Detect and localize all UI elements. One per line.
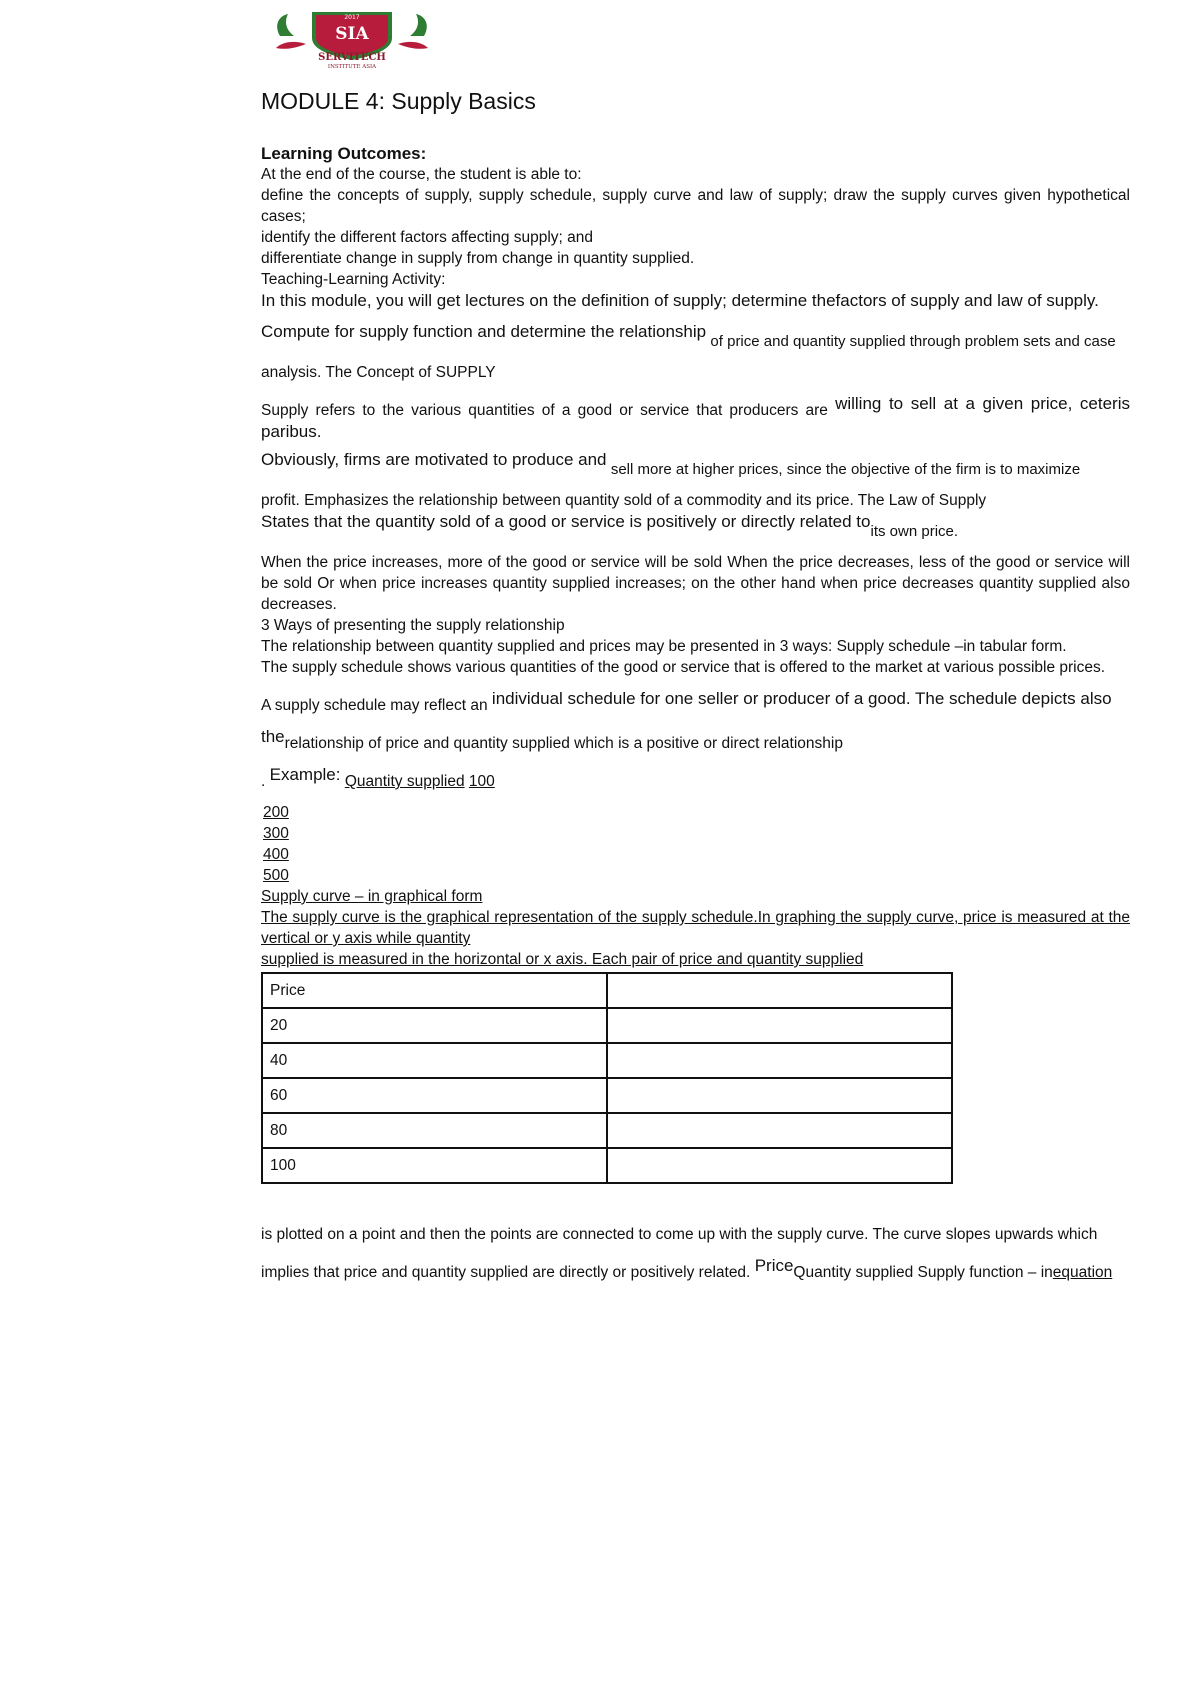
concept-line xyxy=(261,511,1130,542)
activity-line xyxy=(261,321,1130,352)
ways-line xyxy=(261,688,1130,716)
ways-line xyxy=(261,726,1130,754)
curve-line: supplied is measured in the horizontal or x axis. Each pair of price and quantity supplied xyxy=(261,951,864,968)
example-quantity: 400 xyxy=(263,846,289,863)
concept-text: Supply refers to the various quantities of a good or service that producers are xyxy=(261,402,828,419)
logo-name: SERVITECH xyxy=(318,52,386,63)
example-quantity: 500 xyxy=(263,867,289,884)
outcome-item: differentiate change in supply from change in quantity supplied. xyxy=(261,250,695,267)
closing-line: is plotted on a point and then the points are connected to come up with the supply curve. The curve slopes upwards which xyxy=(261,1226,1098,1243)
example-qty-label: Quantity supplied xyxy=(344,773,465,790)
table-cell xyxy=(607,1113,952,1148)
curve-heading: Supply curve – in graphical form xyxy=(261,888,483,905)
concept-text: sell more at higher prices, since the objective of the firm is to maximize xyxy=(610,461,1081,478)
logo-subname: INSTITUTE ASIA xyxy=(327,64,377,70)
activity-text: of price and quantity supplied through problem sets and case xyxy=(710,333,1116,350)
outcome-item: define the concepts of supply, supply schedule, supply curve and law of supply; draw the supply curves given hypothetical cases; xyxy=(261,187,1130,225)
page-title: MODULE 4: Supply Basics xyxy=(261,88,536,114)
table-cell: 60 xyxy=(262,1078,607,1113)
concept-text: its own price. xyxy=(870,523,959,540)
ways-line: The relationship between quantity supplied and prices may be presented in 3 ways: Supply schedule –in tabular form. xyxy=(261,638,1067,655)
outcome-item: identify the different factors affecting supply; and xyxy=(261,229,594,246)
concept-text: States that the quantity sold of a good or service is positively or directly related to xyxy=(261,512,871,531)
concept-text: willing to sell at a given price, ceteris paribus. xyxy=(261,394,1130,441)
example-quantity: 100 xyxy=(468,773,495,790)
table-row xyxy=(262,1008,952,1043)
concept-line xyxy=(261,393,1130,449)
ways-text: individual schedule for one seller or producer of a good. The schedule depicts also xyxy=(491,689,1112,708)
table-cell xyxy=(607,1043,952,1078)
sia-logo xyxy=(272,8,432,70)
example-quantity-list xyxy=(261,802,1130,886)
table-cell xyxy=(607,1008,952,1043)
table-cell xyxy=(607,973,952,1008)
activity-text: Compute for supply function and determine the relationship xyxy=(261,322,707,341)
activity-line: In this module, you will get lectures on the definition of supply; determine thefactors of supply and law of supply. xyxy=(261,291,1099,310)
price-table xyxy=(261,972,953,1184)
ways-heading: 3 Ways of presenting the supply relationship xyxy=(261,617,565,634)
example-quantity: 200 xyxy=(263,804,289,821)
curve-line: The supply curve is the graphical representation of the supply schedule.In graphing the supply curve, price is measured at the vertical or y axis while quantity xyxy=(261,909,1130,947)
activity-line: analysis. The Concept of SUPPLY xyxy=(261,364,496,381)
table-row xyxy=(262,1043,952,1078)
table-cell xyxy=(607,1148,952,1183)
table-cell: 20 xyxy=(262,1008,607,1043)
ways-text: the xyxy=(261,727,285,746)
learning-outcomes-heading: Learning Outcomes: xyxy=(261,144,427,163)
logo-initials: SIA xyxy=(335,24,369,44)
table-row xyxy=(262,1113,952,1148)
example-line xyxy=(261,764,1130,792)
module-content xyxy=(261,88,1130,1283)
closing-text: equation xyxy=(1052,1264,1113,1281)
concept-line: profit. Emphasizes the relationship between quantity sold of a commodity and its price. The Law of Supply xyxy=(261,492,987,509)
concept-line xyxy=(261,449,1130,480)
closing-text: Price xyxy=(754,1256,794,1275)
table-cell: 80 xyxy=(262,1113,607,1148)
concept-paragraph: When the price increases, more of the good or service will be sold When the price decreases, less of the good or service will be sold Or when price increases quantity supplied increases; on the other hand when price decreases quantity supplied also decreases. xyxy=(261,554,1130,613)
ways-line: The supply schedule shows various quantities of the good or service that is offered to the market at various possible prices. xyxy=(261,659,1106,676)
concept-text: Obviously, firms are motivated to produce and xyxy=(261,450,607,469)
closing-text: implies that price and quantity supplied are directly or positively related. xyxy=(261,1264,751,1281)
ways-text: relationship of price and quantity supplied which is a positive or direct relationship xyxy=(284,735,843,752)
table-cell: 40 xyxy=(262,1043,607,1078)
table-row xyxy=(262,1148,952,1183)
outcomes-intro: At the end of the course, the student is able to: xyxy=(261,166,582,183)
table-cell xyxy=(607,1078,952,1113)
example-label: Example: xyxy=(269,765,341,784)
logo-year: 2017 xyxy=(344,14,360,21)
table-row xyxy=(262,1078,952,1113)
example-dot: . xyxy=(261,773,266,790)
table-cell: Price xyxy=(262,973,607,1008)
table-row xyxy=(262,973,952,1008)
closing-text: Quantity supplied Supply function – in xyxy=(793,1264,1053,1281)
closing-line xyxy=(261,1255,1130,1283)
table-cell: 100 xyxy=(262,1148,607,1183)
example-quantity: 300 xyxy=(263,825,289,842)
activity-heading: Teaching-Learning Activity: xyxy=(261,271,446,288)
ways-text: A supply schedule may reflect an xyxy=(261,697,488,714)
